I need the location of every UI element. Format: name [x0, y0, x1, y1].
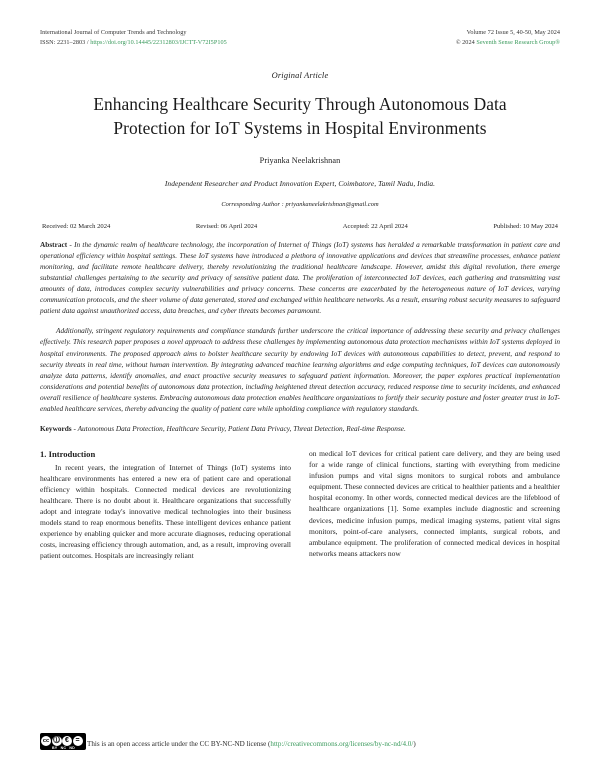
author-affiliation: Independent Researcher and Product Innovation Expert, Coimbatore, Tamil Nadu, India.: [164, 178, 436, 188]
abstract-paragraph-1: [40, 239, 560, 317]
section-heading-introduction: 1. Introduction: [40, 448, 96, 459]
doi-link[interactable]: https://doi.org/10.14445/22312803/IJCTT-V72I5P105: [90, 38, 227, 46]
article-type-label: Original Article: [271, 71, 329, 81]
keywords-line: [40, 424, 560, 435]
keywords-label: Keywords: [40, 424, 72, 434]
date-published: Published: 10 May 2024: [493, 222, 558, 230]
abstract-body-1: - In the dynamic realm of healthcare technology, the incorporation of Internet of Things (IoT) systems has heralded a remarkable transformation in patient care and operational efficiency within hospital settings. These IoT systems have introduced a plethora of innovative applications and devices that streamline processes, enhance patient monitoring, and facilitate remote healthcare delivery, thereby revolutionizing the traditional healthcare landscape. However, amidst this digital revolution, there emerge substantial challenges pertaining to the security and privacy of sensitive patient data. The proliferation of interconnected IoT devices, each gathering and transmitting vast amounts of data, introduces complex security vulnerabilities and privacy concerns. These concerns are exacerbated by the heterogeneous nature of IoT devices, varying communication protocols, and the sheer volume of data generated, stored and exchanged within healthcare networks. As a result, ensuring robust security measures to safeguard patient data against unauthorized access, data breaches, and cyber threats becomes paramount.: [40, 239, 560, 316]
keywords-text: - Autonomous Data Protection, Healthcare Security, Patient Data Privacy, Threat Detection, Real-time Response.: [71, 424, 406, 434]
masthead: [40, 28, 560, 47]
body-columns: [40, 448, 560, 562]
license-statement: [87, 740, 416, 750]
intro-paragraph-right: on medical IoT devices for critical patient care delivery, and they are being used for a wide range of clinical functions, starting with everything from medicine infusion pumps and vital signs monitors to surgical robots and ambulance equipment. These connected devices are critical to healthier patients and a healthier hospital economy. In other words, connected medical devices are the lifeblood of healthcare organizations [1]. Some examples include diagnostic and screening devices, medicine infusion pumps, medical imaging systems, patient vital signs monitors, point-of-care analysers, connected implants, surgical robots, and ambulance equipment. The proliferation of connected medical devices in hospital networks means attackers now: [309, 448, 560, 558]
cc-label-nd: ND: [69, 745, 75, 750]
publication-dates: [40, 223, 560, 230]
copyright-line: [456, 38, 560, 48]
corresponding-author: Corresponding Author : priyankaneelakrishnan@gmail.com: [221, 200, 379, 208]
volume-line: Volume 72 Issue 5, 40-50, May 2024: [466, 29, 560, 36]
masthead-right: [456, 28, 560, 47]
abstract-section: [40, 239, 560, 414]
author-name: Priyanka Neelakrishnan: [259, 155, 341, 165]
license-footer: [40, 733, 560, 750]
issn-label: ISSN: 2231–2803 /: [40, 38, 91, 46]
publisher-link[interactable]: Seventh Sense Research Group®: [476, 38, 560, 46]
column-right: [309, 448, 560, 562]
journal-name: International Journal of Computer Trends and Technology: [40, 29, 187, 36]
issn-line: [40, 38, 227, 48]
creative-commons-badge-icon[interactable]: [40, 733, 86, 750]
abstract-paragraph-2: Additionally, stringent regulatory requirements and compliance standards further underscore the critical importance of addressing these security and privacy challenges effectively. This research paper proposes a novel approach to address these challenges by implementing autonomous data protection mechanisms within IoT systems deployed in hospital environments. The proposed approach aims to bolster healthcare security by endowing IoT devices with autonomous capabilities to detect, prevent, and respond to security threats in real time, without human intervention. By integrating advanced machine learning algorithms and edge computing techniques, IoT devices can autonomously analyze data patterns, identify anomalies, and enact proactive security measures to safeguard patient information. Moreover, the paper explores practical implementation considerations and potential benefits of autonomous data protection, including heightened threat detection accuracy, reduced response time to security incidents, and enhanced overall resilience of healthcare systems. Embracing autonomous data protection enables healthcare organizations to fortify their security posture and foster greater trust in IoT-enabled healthcare services, thereby advancing the quality of patient care while upholding compliance with regulatory standards.: [40, 326, 560, 413]
date-accepted: Accepted: 22 April 2024: [342, 222, 408, 230]
cc-noncommercial-icon: €: [62, 736, 72, 746]
date-received: Received: 02 March 2024: [42, 222, 111, 230]
cc-label-nc: NC: [60, 745, 67, 750]
cc-logo-icon: cc: [42, 737, 50, 744]
cc-label-by: BY: [52, 745, 58, 750]
abstract-label: Abstract: [40, 239, 68, 249]
copyright-label: © 2024: [455, 38, 477, 46]
column-left: [40, 448, 291, 562]
license-link[interactable]: http://creativecommons.org/licenses/by-nc-nd/4.0/: [270, 739, 414, 748]
date-revised: Revised: 06 April 2024: [195, 222, 258, 230]
cc-noderivatives-icon: =: [73, 736, 83, 746]
masthead-left: [40, 28, 227, 47]
license-text-after: ): [413, 739, 416, 748]
page-title: Enhancing Healthcare Security Through Autonomous Data Protection for IoT Systems in Hospital Environments: [93, 94, 507, 138]
cc-badge-glyphs: [41, 736, 83, 746]
cc-badge-labels: [52, 746, 75, 750]
cc-attribution-icon: ⓵: [53, 736, 60, 744]
license-text-before: This is an open access article under the CC BY-NC-ND license (: [87, 739, 271, 748]
intro-paragraph-left: In recent years, the integration of Internet of Things (IoT) systems into healthcare environments has entered a new era of patient care and operational efficiency within hospitals. Connected medical devices are revolutionizing healthcare. There is no doubt about it. Healthcare organizations that successfully adopt and integrate today's innovative medical technologies into their business models stand to reap enormous benefits. These intelligent devices enhance patient experience by enabling quicker and more accurate diagnoses, reducing operational costs, increasing efficiency through automation, and, as a result, improving overall patient outcomes. Hospitals are increasingly reliant: [40, 462, 291, 561]
